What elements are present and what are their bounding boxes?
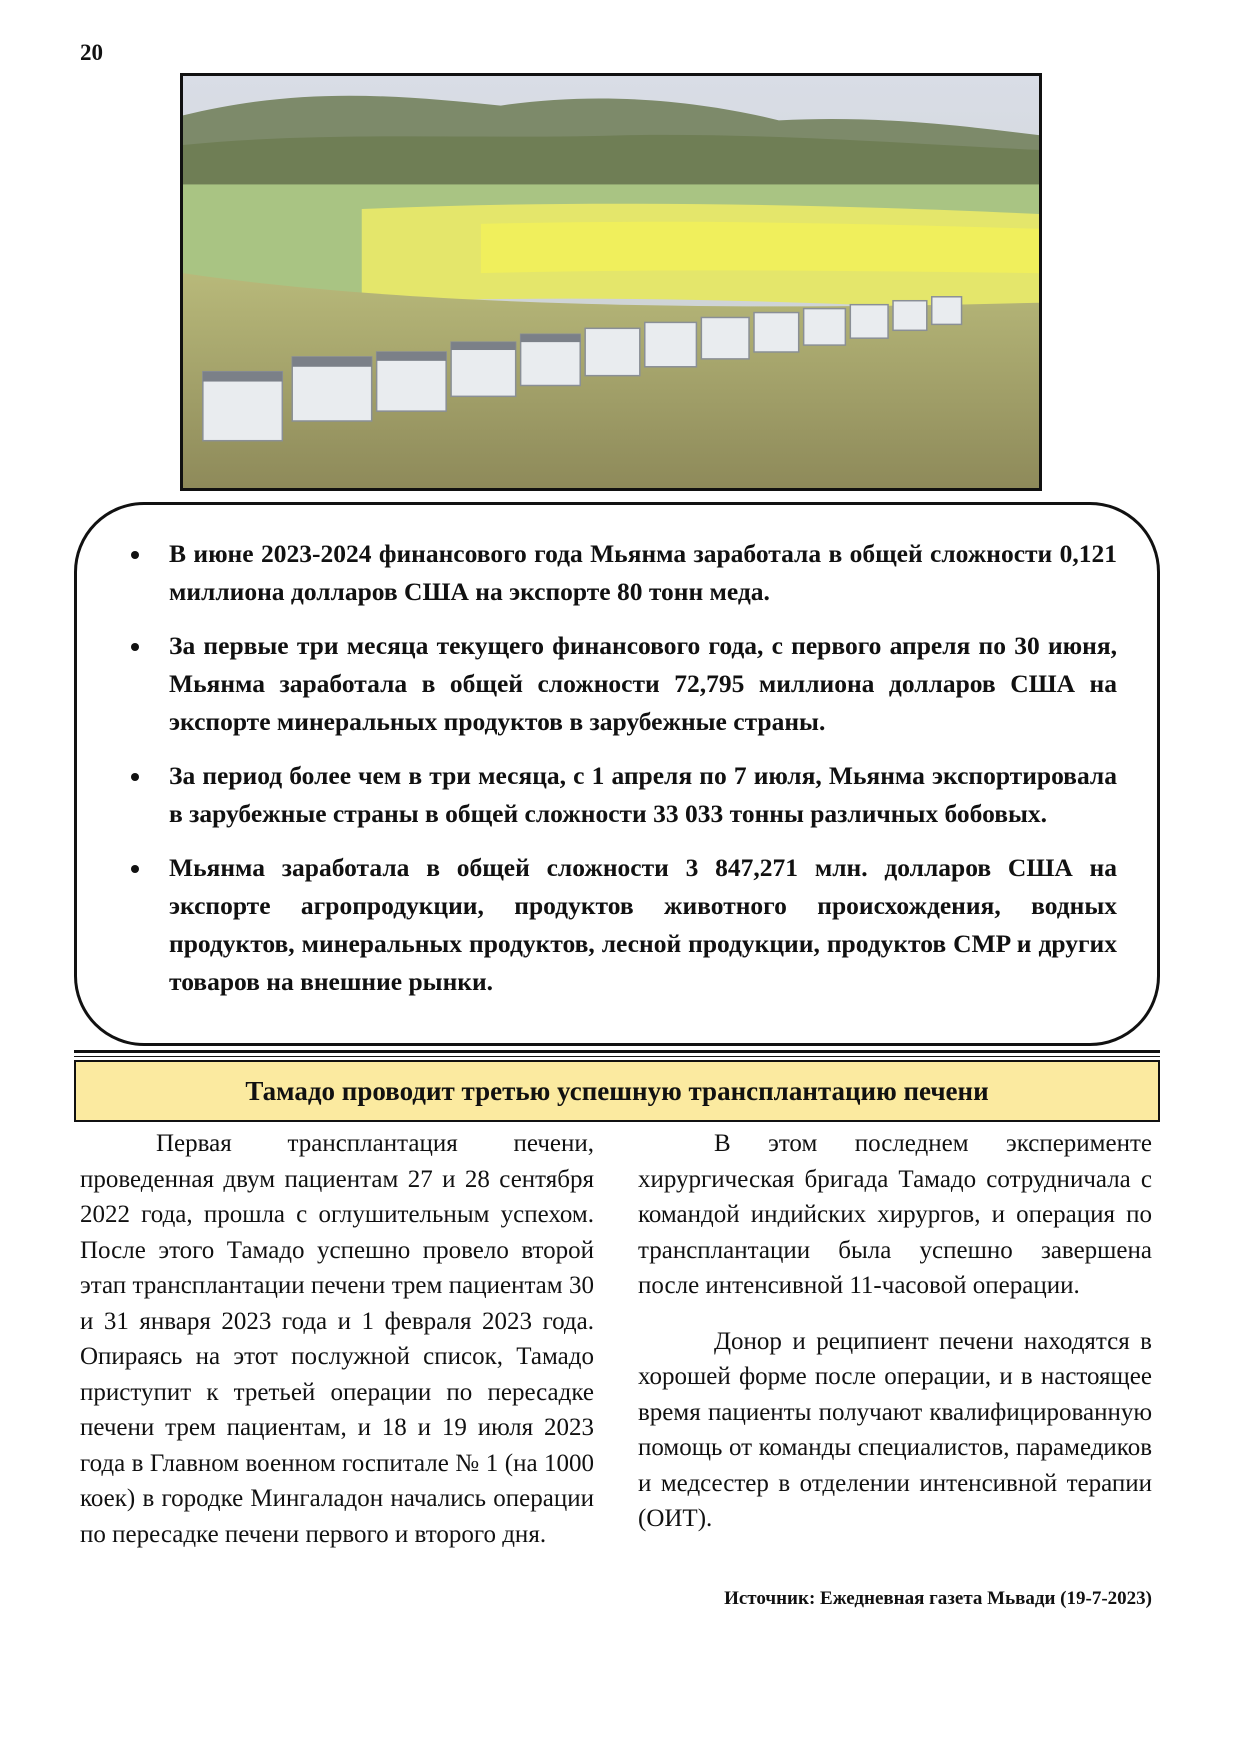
bullet-text: За период более чем в три месяца, с 1 апреля по 7 июля, Мьянма экспортировала в зарубежные страны в общей сложности 33 033 тонны различных бобовых. bbox=[169, 761, 1117, 828]
bullet-icon bbox=[131, 865, 139, 873]
article-paragraph: В этом последнем эксперименте хирургическая бригада Тамадо сотрудничала с командой индийских хирургов, и операция по трансплантации была успешно завершена после интенсивной 11-часовой операции. bbox=[638, 1130, 1152, 1299]
bullet-text: За первые три месяца текущего финансового года, с первого апреля по 30 июня, Мьянма заработала в общей сложности 72,795 миллиона долларов США на экспорте минеральных продуктов в зарубежные страны. bbox=[169, 631, 1117, 736]
list-item bbox=[131, 757, 1117, 833]
bullet-icon bbox=[131, 773, 139, 781]
export-facts-box bbox=[74, 502, 1160, 1046]
article-headline: Тамадо проводит третью успешную трансплантацию печени bbox=[74, 1060, 1160, 1122]
list-item bbox=[131, 849, 1117, 1001]
article-source: Источник: Ежедневная газета Мьвади (19-7-2023) bbox=[724, 1588, 1152, 1609]
bullet-text: Мьянма заработала в общей сложности 3 847,271 млн. долларов США на экспорте агропродукции, продуктов животного происхождения, водных продуктов, минеральных продуктов, лесной продукции, продуктов CMP и других товаров на внешние рынки. bbox=[169, 853, 1117, 996]
export-facts-list bbox=[131, 535, 1117, 1001]
beehives-field-image bbox=[183, 76, 1039, 488]
bullet-icon bbox=[131, 643, 139, 651]
beehives-photo bbox=[180, 73, 1042, 491]
bullet-icon bbox=[131, 551, 139, 559]
page-number: 20 bbox=[80, 40, 103, 65]
bullet-text: В июне 2023-2024 финансового года Мьянма заработала в общей сложности 0,121 миллиона долларов США на экспорте 80 тонн меда. bbox=[169, 539, 1117, 606]
article-column-left bbox=[80, 1126, 594, 1552]
article-column-right bbox=[638, 1126, 1152, 1537]
list-item bbox=[131, 535, 1117, 611]
article-paragraph: Донор и реципиент печени находятся в хорошей форме после операции, и в настоящее время пациенты получают квалифицированную помощь от команды специалистов, парамедиков и медсестер в отделении интенсивной терапии (ОИТ). bbox=[638, 1327, 1152, 1532]
divider bbox=[74, 1050, 1160, 1053]
article-paragraph: Первая трансплантация печени, проведенная двум пациентам 27 и 28 сентября 2022 года, прошла с оглушительным успехом. После этого Тамадо успешно провело второй этап трансплантации печени трем пациентам 30 и 31 января 2023 года и 1 февраля 2023 года. Опираясь на этот послужной список, Тамадо приступит к третьей операции по пересадке печени трем пациентам, и 18 и 19 июля 2023 года в Главном военном госпитале № 1 (на 1000 коек) в городке Мингаладон начались операции по пересадке печени первого и второго дня. bbox=[80, 1130, 594, 1548]
divider bbox=[74, 1056, 1160, 1057]
list-item bbox=[131, 627, 1117, 741]
